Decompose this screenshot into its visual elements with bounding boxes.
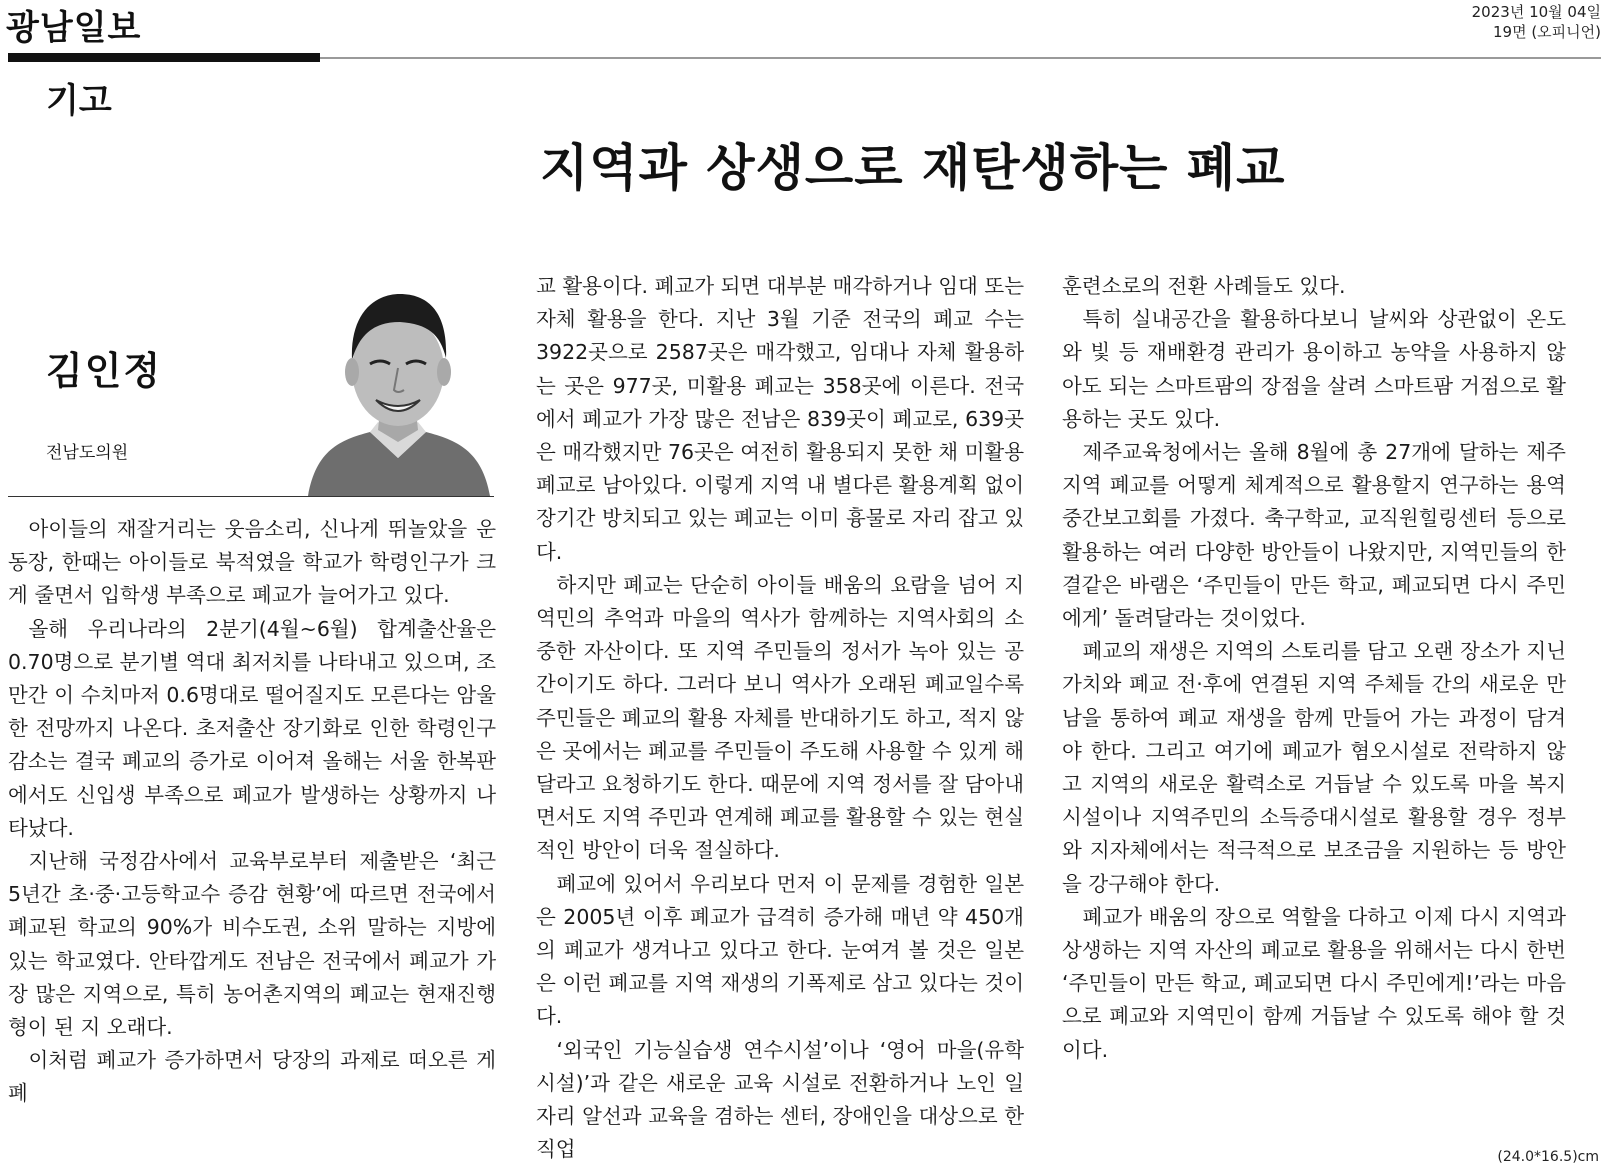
paragraph: ‘외국인 기능실습생 연수시설’이나 ‘영어 마을(유학시설)’과 같은 새로운 교육 시설로 전환하거나 노인 일자리 알선과 교육을 겸하는 센터, 장애인을 대상으로 한 직업: [536, 1037, 1024, 1162]
paragraph: 제주교육청에서는 올해 8월에 총 27개에 달하는 제주 지역 폐교를 어떻게 체계적으로 활용할지 연구하는 용역 중간보고회를 가졌다. 축구학교, 교직원힐링센터 등으로 활용하는 여러 다양한 방안들이 나왔지만, 지역민들의 한결같은 바램은 ‘주민들이 만든 학교, 폐교되면 다시 주민에게’ 돌려달라는 것이었다.: [1062, 440, 1566, 631]
author-box-rule: [8, 496, 494, 497]
paragraph: 폐교가 배움의 장으로 역할을 다하고 이제 다시 지역과 상생하는 지역 자산의 폐교로 활용을 위해서는 다시 한번 ‘주민들이 만든 학교, 폐교되면 다시 주민에게!’라는 마음으로 폐교와 지역민이 함께 거듭날 수 있도록 해야 할 것이다.: [1062, 904, 1566, 1062]
paragraph: 훈련소로의 전환 사례들도 있다.: [1062, 274, 1346, 298]
article-column-3: [1062, 270, 1566, 1067]
paragraph: 아이들의 재잘거리는 웃음소리, 신나게 뛰놀았을 운동장, 한때는 아이들로 북적였을 학교가 학령인구가 크게 줄면서 입학생 부족으로 폐교가 늘어가고 있다.: [8, 517, 496, 608]
paragraph: 지난해 국정감사에서 교육부로부터 제출받은 ‘최근 5년간 초·중·고등학교수 증감 현황’에 따르면 전국에서 폐교된 학교의 90%가 비수도권, 소위 말하는 지방에 있는 학교였다. 안타깝게도 전남은 전국에서 폐교가 가장 많은 지역으로, 특히 농어촌지역의 폐교는 현재진행형이 된 지 오래다.: [8, 849, 496, 1040]
header-rule-accent: [8, 53, 320, 62]
section-label: 기고: [46, 81, 112, 121]
issue-page: 19면 (오피니언): [1492, 23, 1601, 41]
article-column-1: [8, 513, 496, 1111]
article-headline: 지역과 상생으로 재탄생하는 폐교: [540, 139, 1286, 197]
article-column-2: [536, 270, 1024, 1166]
paragraph: 폐교에 있어서 우리보다 먼저 이 문제를 경험한 일본은 2005년 이후 폐교가 급격히 증가해 매년 약 450개의 폐교가 생겨나고 있다고 한다. 눈여겨 볼 것은 일본은 이런 폐교를 지역 재생의 기폭제로 삼고 있다는 것이다.: [536, 871, 1024, 1029]
author-role: 전남도의원: [46, 443, 129, 463]
paragraph: 올해 우리나라의 2분기(4월~6월) 합계출산율은 0.70명으로 분기별 역대 최저치를 나타내고 있으며, 조만간 이 수치마저 0.6명대로 떨어질지도 모른다는 암울한 전망까지 나온다. 초저출산 장기화로 인한 학령인구 감소는 결국 폐교의 증가로 이어져 올해는 서울 한복판에서도 신입생 부족으로 폐교가 발생하는 상황까지 나타났다.: [8, 616, 496, 840]
author-portrait-icon: [300, 272, 496, 496]
paragraph: 이처럼 폐교가 증가하면서 당장의 과제로 떠오른 게 폐: [8, 1048, 496, 1106]
paragraph: 하지만 폐교는 단순히 아이들 배움의 요람을 넘어 지역민의 추억과 마을의 역사가 함께하는 지역사회의 소중한 자산이다. 또 지역 주민들의 정서가 녹아 있는 공간이기도 하다. 그러다 보니 역사가 오래된 폐교일수록 주민들은 폐교의 활용 자체를 반대하기도 하고, 적지 않은 곳에서는 폐교를 주민들이 주도해 사용할 수 있게 해달라고 요청하기도 한다. 때문에 지역 정서를 잘 담아내면서도 지역 주민과 연계해 폐교를 활용할 수 있는 현실적인 방안이 더욱 절실하다.: [536, 572, 1024, 863]
paragraph: 폐교의 재생은 지역의 스토리를 담고 오랜 장소가 지닌 가치와 폐교 전·후에 연결된 지역 주체들 간의 새로운 만남을 통하여 폐교 재생을 함께 만들어 가는 과정이 담겨야 한다. 그리고 여기에 폐교가 혐오시설로 전락하지 않고 지역의 새로운 활력소로 거듭날 수 있도록 마을 복지시설이나 지역주민의 소득증대시설로 활용할 경우 정부와 지자체에서는 적극적으로 보조금을 지원하는 등 방안을 강구해야 한다.: [1062, 639, 1566, 896]
article-size-note: (24.0*16.5)cm: [1497, 1149, 1599, 1165]
author-name: 김인정: [46, 348, 163, 393]
issue-date: 2023년 10월 04일: [1471, 3, 1601, 21]
paragraph: 특히 실내공간을 활용하다보니 날씨와 상관없이 온도와 빛 등 재배환경 관리가 용이하고 농약을 사용하지 않아도 되는 스마트팜의 장점을 살려 스마트팜 거점으로 활용하는 곳도 있다.: [1062, 307, 1566, 431]
paragraph: 교 활용이다. 폐교가 되면 대부분 매각하거나 임대 또는 자체 활용을 한다. 지난 3월 기준 전국의 폐교 수는 3922곳으로 2587곳은 매각했고, 임대나 자체 활용하는 곳은 977곳, 미활용 폐교는 358곳에 이른다. 전국에서 폐교가 가장 많은 전남은 839곳이 폐교로, 639곳은 매각했지만 76곳은 여전히 활용되지 못한 채 미활용 폐교로 남아있다. 이렇게 지역 내 별다른 활용계획 없이 장기간 방치되고 있는 폐교는 이미 흉물로 자리 잡고 있다.: [536, 274, 1024, 564]
newspaper-name: 광남일보: [6, 8, 142, 48]
